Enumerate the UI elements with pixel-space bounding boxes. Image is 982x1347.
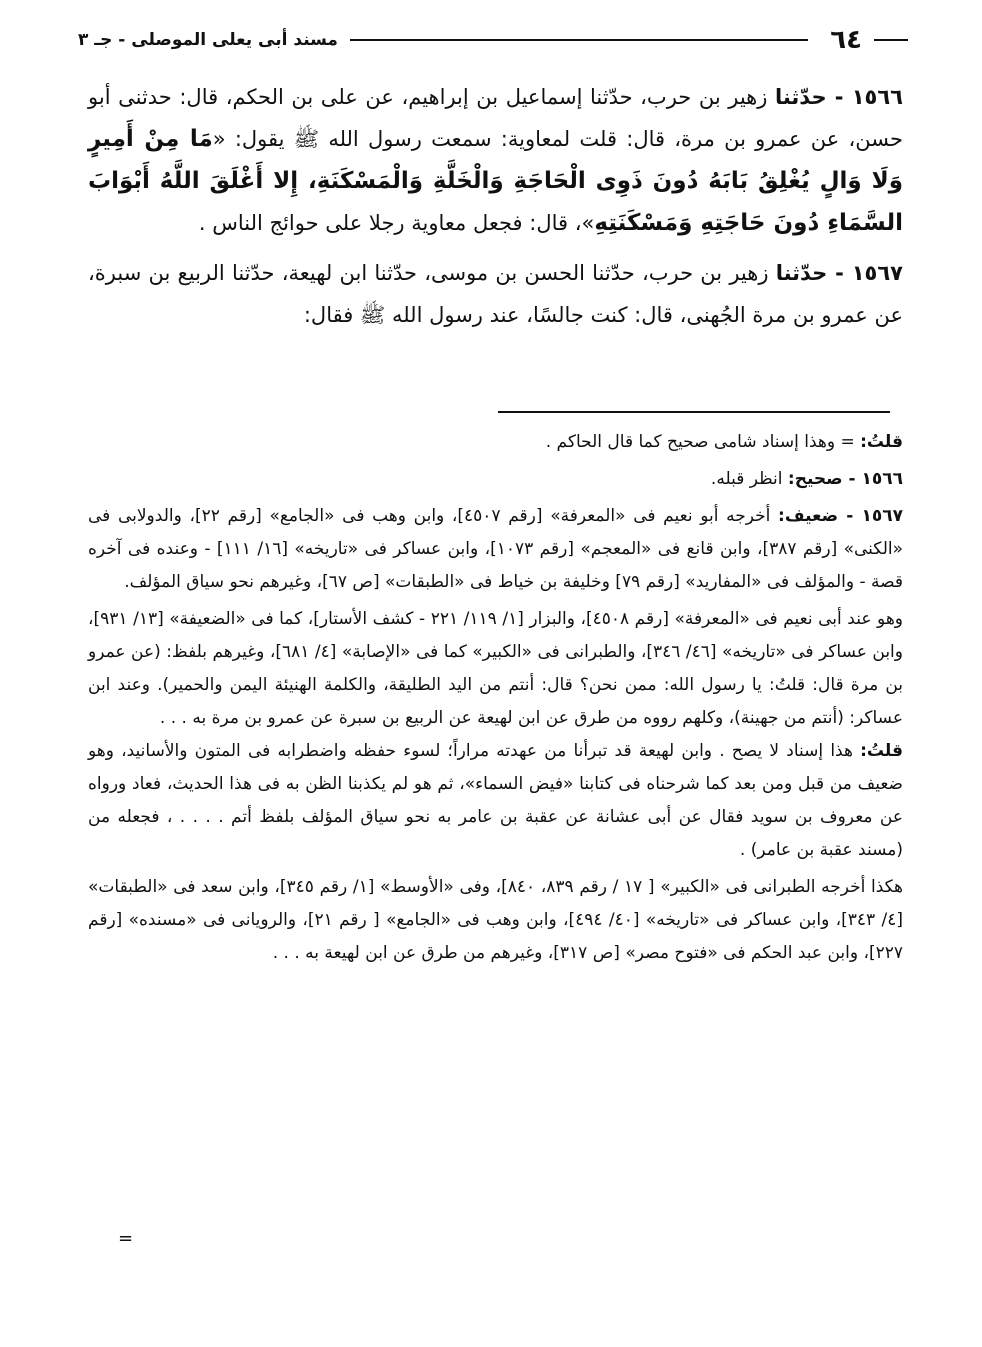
footnote-paragraph <box>88 603 903 735</box>
footnote-1567 <box>88 500 903 599</box>
page-number: ٦٤ <box>830 25 862 55</box>
note-text: هذا إسناد لا يصح . وابن لهيعة قد تبرأنا من عهدته مراراً؛ لسوء حفظه واضطرابه فى المتون والأسانيد، وهو ضعيف من قبل ومن بعد كما شرحناه فى كتابنا «فيض السماء»، ثم هو لم يكذبنا الظن به فى هذا الحديث، فعاد ورواه عن معروف بن سويد فقال عن أبى عشانة عن عقبة بن عامر به نحو سياق المؤلف بلفظ أتم . . . . ، فجعله من (مسند عقبة بن عامر) . <box>88 741 903 860</box>
note-text: هكذا أخرجه الطبرانى فى «الكبير» [ ١٧ / رقم ٨٣٩، ٨٤٠]، وفى «الأوسط» [١/ رقم ٣٤٥]، وابن سعد فى «الطبقات» [٤/ ٣٤٣]، وابن عساكر فى «تاريخه» [٤٠/ ٤٩٤]، وابن وهب فى «الجامع» [ رقم ٢١]، والرويانى فى «مسنده» [رقم ٢٢٧]، وابن عبد الحكم فى «فتوح مصر» [ص ٣١٧]، وغيرهم من طرق عن ابن لهيعة به . . . <box>88 877 904 963</box>
main-text <box>88 76 903 344</box>
footnote-1566 <box>88 463 903 496</box>
hadith-tail: »، قال: فجعل معاوية رجلا على حوائج الناس . <box>198 211 595 235</box>
note-text: وهو عند أبى نعيم فى «المعرفة» [رقم ٤٥٠٨]، والبزار [١/ ١١٩/ ٢٢١ - كشف الأستار]، كما فى «الضعيفة» [١٣/ ٩٣١]، وابن عساكر فى «تاريخه» [٤٦/ ٣٤٦]، والطبرانى فى «الكبير» كما فى «الإصابة» [٤/ ٦٨١]، وغيرهم بلفظ: (عن عمرو بن مرة قال: قلتُ: يا رسول الله: ممن نحن؟ قال: أنتم من اليد الطليقة، والكلمة الهنيئة اليمن والحمير). وعند ابن عساكر: (أنتم من جهينة)، وكلهم رووه من طرق عن ابن لهيعة عن الربيع بن سبرة عن عمرو بن مرة به . . . <box>88 609 903 728</box>
header-rule-short <box>874 39 908 41</box>
note-text: = وهذا إسناد شامى صحيح كما قال الحاكم . <box>545 432 855 452</box>
note-label: قلتُ: <box>860 432 903 452</box>
footnotes <box>88 426 903 970</box>
isnad-text: زهير بن حرب، حدّثنا إسماعيل بن إبراهيم، عن على بن الحكم، قال: حدثنى أبو حسن، عن عمرو بن مرة، قال: قلت لمعاوية: سمعت رسول الله ﷺ يقول: « <box>88 85 903 151</box>
footnote-paragraph <box>88 735 903 867</box>
note-label: ١٥٦٧ - ضعيف: <box>778 506 903 526</box>
footnote-continued <box>88 426 903 459</box>
running-title: مسند أبى يعلى الموصلى - جـ ٣ <box>78 30 338 50</box>
note-label: ١٥٦٦ - صحيح: <box>787 469 903 489</box>
hadith-number: ١٥٦٧ - حدّثنا <box>775 261 903 285</box>
note-label: قلتُ: <box>860 741 903 761</box>
footnote-paragraph <box>88 871 903 970</box>
note-text: انظر قبله. <box>710 469 783 489</box>
footnote-divider <box>498 411 890 413</box>
continuation-mark: = <box>118 1228 134 1249</box>
note-text: أخرجه أبو نعيم فى «المعرفة» [رقم ٤٥٠٧]، وابن وهب فى «الجامع» [رقم ٢٢]، والدولابى فى «الكنى» [رقم ٣٨٧]، وابن قانع فى «المعجم» [رقم ١٠٧٣]، وابن عساكر فى «تاريخه» [١٦/ ١١١] - وعنده فى آخره قصة - والمؤلف فى «المفاريد» [رقم ٧٩] وخليفة بن خياط فى «الطبقات» [ص ٦٧]، وغيرهم نحو سياق المؤلف. <box>88 506 904 592</box>
hadith-1566 <box>88 76 903 244</box>
hadith-1567 <box>88 252 903 336</box>
page-header <box>78 22 908 58</box>
hadith-number: ١٥٦٦ - حدّثنا <box>774 85 903 109</box>
header-rule-long <box>350 39 808 41</box>
hadith-matn: مَا مِنْ أَمِيرٍ وَلَا وَالٍ يُغْلِقُ بَابَهُ دُونَ ذَوِى الْحَاجَةِ وَالْخَلَّةِ وَالْمَسْكَنَةِ، إِلا أَغْلَقَ اللَّهُ أَبْوَابَ السَّمَاءِ دُونَ حَاجَتِهِ وَمَسْكَنَتِهِ <box>88 126 903 236</box>
isnad-text: زهير بن حرب، حدّثنا الحسن بن موسى، حدّثنا ابن لهيعة، حدّثنا الربيع بن سبرة، عن عمرو بن مرة الجُهنى، قال: كنت جالسًا، عند رسول الله ﷺ فقال: <box>88 261 903 327</box>
